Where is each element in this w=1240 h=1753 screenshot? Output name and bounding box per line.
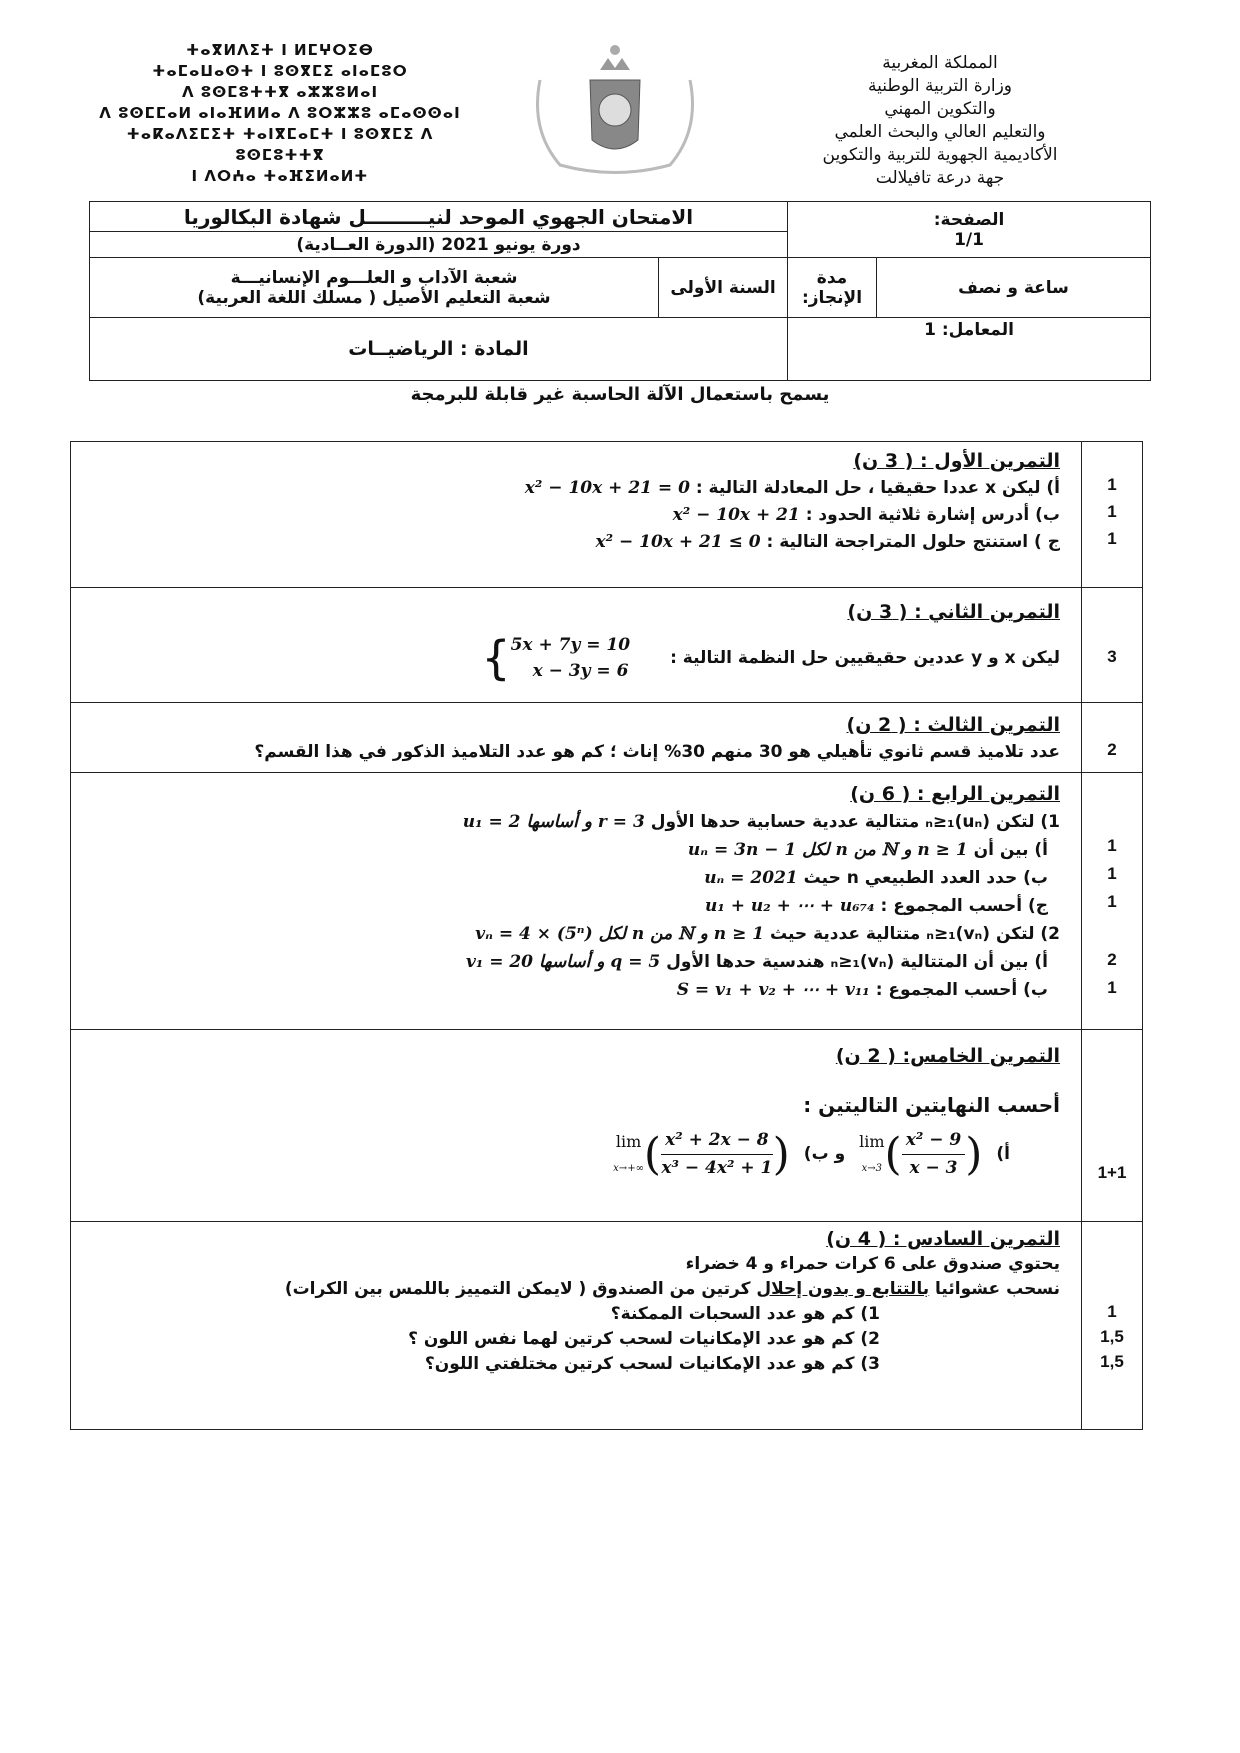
exercise-title: التمرين السادس : ( 4 ن): [826, 1228, 1060, 1250]
question: 3) كم هو عدد الإمكانيات لسحب كرتين مختلفتي اللون؟: [424, 1354, 880, 1374]
label-a: أ): [996, 1144, 1010, 1164]
score: 1: [1107, 836, 1117, 855]
ministry-header: [720, 52, 1160, 190]
exercise-title: التمرين الخامس: ( 2 ن): [835, 1045, 1060, 1067]
exercise-2: [71, 587, 1142, 703]
item-math: v₁ = 20 و أساسها q = 5: [465, 952, 661, 972]
tifinagh-line: ⴷ ⵓⵙⵎⵎⴰⵍ ⴰⵏⴰⴼⵍⵍⴰ ⴷ ⵓⵔⵣⵣⵓ ⴰⵎⴰⵙⵙⴰⵏ: [99, 104, 461, 122]
page-value: 1/1: [954, 229, 984, 250]
numerator: x² − 9: [902, 1127, 966, 1155]
denominator: x − 3: [909, 1158, 958, 1178]
exam-info-table: [89, 201, 1151, 381]
coat-of-arms-emblem: [520, 40, 710, 180]
tifinagh-line: ⵜⴰⴳⵍⴷⵉⵜ ⵏ ⵍⵎⵖⵔⵉⴱ: [186, 41, 374, 59]
score: 1,5: [1100, 1327, 1124, 1346]
tifinagh-line: ⵏ ⴷⵔⵄⴰ ⵜⴰⴼⵉⵍⴰⵍⵜ: [191, 167, 369, 185]
exercise-text-underlined: بالتتابع و بدون إحلال: [756, 1279, 930, 1299]
arabic-line: والتكوين المهني: [884, 99, 996, 119]
exercise-title: التمرين الأول : ( 3 ن): [853, 450, 1060, 472]
limit-a: lim x→3 ( $\frac{\text{x² − 9}}{x - 3}$ ): [859, 1129, 983, 1180]
level: السنة الأولى: [659, 258, 788, 318]
item-text: ج ) استنتج حلول المتراجحة التالية :: [766, 532, 1060, 552]
numerator: x² + 2x − 8: [661, 1127, 773, 1155]
tifinagh-header: [90, 40, 470, 187]
label-b: و ب): [803, 1144, 846, 1164]
tifinagh-line: ⴷ ⵓⵙⵎⵓⵜⵜⴳ ⴰⵣⵣⵓⵍⴰⵏ: [181, 83, 379, 101]
item-math: uₙ = 2021: [704, 868, 798, 888]
item-math: u₁ + u₂ + ⋯ + u₆₇₄: [705, 896, 875, 916]
question: 1) كم هو عدد السحبات الممكنة؟: [610, 1304, 880, 1324]
score: 1: [1107, 892, 1117, 911]
score: 2: [1107, 740, 1117, 759]
page-cell: [788, 202, 1151, 258]
item-text: ب) أدرس إشارة ثلاثية الحدود :: [805, 505, 1060, 525]
arabic-line: جهة درعة تافيلالت: [875, 168, 1005, 188]
score: 1: [1107, 529, 1117, 548]
score: 1: [1107, 1302, 1117, 1321]
item-math: x² − 10x + 21 = 0: [524, 478, 690, 498]
subject: المادة : الرياضيــات: [90, 318, 788, 381]
exercise-1: [71, 442, 1142, 588]
exercise-text: نسحب عشوائيا: [935, 1279, 1060, 1299]
score: 1: [1107, 864, 1117, 883]
exercise-text: كرتين من الصندوق ( لايمكن التمييز باللمس بين الكرات): [284, 1279, 757, 1299]
exam-title: الامتحان الجهوي الموحد لنيـــــــــل شهادة البكالوريا: [90, 202, 788, 232]
score: 1: [1107, 475, 1117, 494]
lim-sub: x→+∞: [613, 1162, 644, 1174]
branch-cell: [90, 258, 659, 318]
item-text: ج) أحسب المجموع :: [880, 896, 1048, 916]
duration-label: مدة الإنجاز:: [788, 258, 877, 318]
branch-1: شعبة الآداب و العلـــوم الإنسانيـــة: [230, 267, 518, 288]
item-text: 2) لتكن (vₙ)ₙ≥₁ متتالية عددية حيث: [770, 924, 1060, 944]
arabic-line: الأكاديمية الجهوية للتربية والتكوين: [822, 145, 1058, 165]
item-math: S = v₁ + v₂ + ⋯ + v₁₁: [676, 980, 870, 1000]
exam-session: دورة يونيو 2021 (الدورة العــادية): [90, 232, 788, 258]
item-text: 1) لتكن (uₙ)ₙ≥₁ متتالية عددية حسابية حدها الأول: [650, 812, 1060, 832]
item-text: أ) بين أن المتتالية (vₙ)ₙ≥₁ هندسية حدها الأول: [666, 952, 1048, 972]
score: 3: [1107, 647, 1117, 666]
item-math: vₙ = 4 × (5ⁿ) لكل n من ℕ و n ≥ 1: [475, 924, 765, 944]
exercise-text: عدد تلاميذ قسم ثانوي تأهيلي هو 30 منهم 30% إناث ؛ كم هو عدد التلاميذ الذكور في هذا القسم؟: [254, 742, 1060, 762]
exercise-text: أحسب النهايتين التاليتين :: [803, 1093, 1060, 1117]
item-text: أ) بين أن: [973, 840, 1048, 860]
lim-word: lim: [615, 1131, 642, 1151]
item-math: x² − 10x + 21: [672, 505, 800, 525]
exercise-6: [71, 1221, 1142, 1429]
lim-sub: x→3: [861, 1162, 883, 1174]
page-label: الصفحة:: [933, 209, 1005, 230]
duration-value: ساعة و نصف: [877, 258, 1151, 318]
item-text: ب) حدد العدد الطبيعي n حيث: [803, 868, 1048, 888]
item-math: uₙ = 3n − 1 لكل n من ℕ و n ≥ 1: [687, 840, 968, 860]
exercise-title: التمرين الرابع : ( 6 ن): [850, 783, 1060, 805]
exercise-title: التمرين الثاني : ( 3 ن): [847, 601, 1060, 623]
calculator-notice: يسمح باستعمال الآلة الحاسبة غير قابلة للبرمجة: [410, 384, 830, 405]
score: 1,5: [1100, 1352, 1124, 1371]
score: 1: [1107, 502, 1117, 521]
lim-word: lim: [859, 1131, 885, 1151]
item-text: أ) ليكن x عددا حقيقيا ، حل المعادلة التالية :: [695, 478, 1060, 498]
tifinagh-line: ⵜⴰⵎⴰⵡⴰⵙⵜ ⵏ ⵓⵙⴳⵎⵉ ⴰⵏⴰⵎⵓⵔ: [152, 62, 408, 80]
item-math: x² − 10x + 21 ≤ 0: [595, 532, 761, 552]
arabic-line: وزارة التربية الوطنية: [867, 76, 1013, 96]
tifinagh-line: ⵜⴰⴽⴰⴷⵉⵎⵉⵜ ⵜⴰⵏⴳⵎⴰⵎⵜ ⵏ ⵓⵙⴳⵎⵉ ⴷ ⵓⵙⵎⵓⵜⵜⴳ: [126, 125, 434, 164]
system-of-equations: { 5x + 7y = 10 x − 3y = 6: [481, 630, 631, 685]
item-text: ب) أحسب المجموع :: [875, 980, 1048, 1000]
item-math: u₁ = 2 و أساسها r = 3: [462, 812, 645, 832]
arabic-line: والتعليم العالي والبحث العلمي: [834, 122, 1046, 142]
exercises-box: [70, 441, 1143, 1430]
exercise-text: يحتوي صندوق على 6 كرات حمراء و 4 خضراء: [685, 1254, 1060, 1274]
exercise-3: [71, 702, 1142, 773]
question: 2) كم هو عدد الإمكانيات لسحب كرتين لهما نفس اللون ؟: [408, 1329, 880, 1349]
coef-cell: [788, 318, 1151, 381]
arabic-line: المملكة المغربية: [882, 53, 998, 73]
score: 1: [1107, 978, 1117, 997]
denominator: x³ − 4x² + 1: [661, 1158, 773, 1178]
score: 2: [1107, 950, 1117, 969]
limit-b: lim x→+∞ ( $\frac{\text{x² + 2x − 8}}{\text{x³ − 4x² + 1}}$ ): [613, 1129, 790, 1180]
branch-2: شعبة التعليم الأصيل ( مسلك اللغة العربية): [197, 287, 551, 308]
equation-1: 5x + 7y = 10: [510, 635, 631, 655]
exercise-5: [71, 1029, 1142, 1222]
equation-2: x − 3y = 6: [532, 661, 629, 681]
exercise-title: التمرين الثالث : ( 2 ن): [846, 714, 1060, 736]
coef-value: 1: [924, 320, 936, 340]
coef-label: المعامل:: [941, 320, 1014, 340]
exercise-4: [71, 772, 1142, 1030]
score: 1+1: [1097, 1163, 1127, 1182]
exercise-text: ليكن x و y عددين حقيقيين حل النظمة التالية :: [670, 647, 1060, 668]
